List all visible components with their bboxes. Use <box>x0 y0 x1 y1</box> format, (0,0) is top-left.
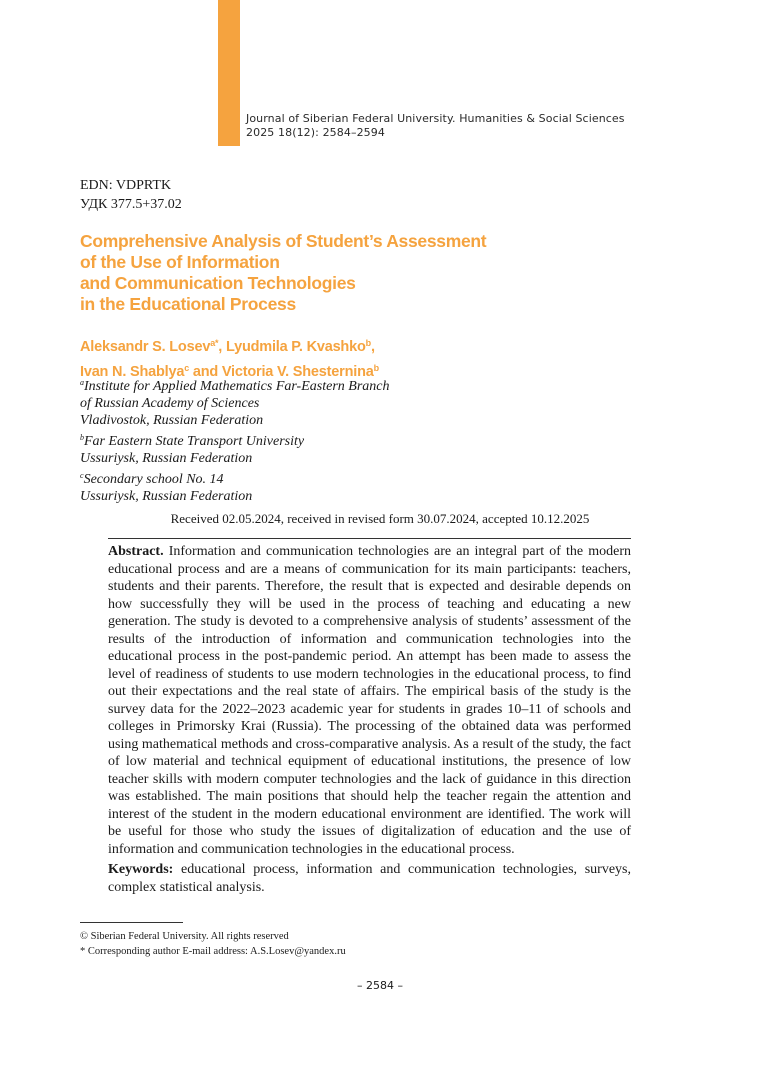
affiliation-text: Secondary school No. 14 <box>83 472 224 487</box>
title-line: and Communication Technologies <box>80 273 356 293</box>
page-number: – 2584 – <box>357 979 403 992</box>
affiliation-line <box>80 412 389 429</box>
affiliations <box>80 374 389 505</box>
identifiers <box>80 176 182 214</box>
affiliation-text: Far Eastern State Transport University <box>84 434 305 449</box>
journal-name: Journal of Siberian Federal University. Humanities & Social Sciences <box>246 112 625 125</box>
author-affil-marker: b <box>365 338 371 348</box>
affil-marker: a <box>80 378 84 387</box>
title-line: Comprehensive Analysis of Student’s Assessment <box>80 231 487 251</box>
title-line: of the Use of Information <box>80 252 280 272</box>
author-name: Victoria V. Shesternina <box>221 364 374 380</box>
article-title <box>80 231 600 315</box>
received-dates: Received 02.05.2024, received in revised form 30.07.2024, accepted 10.12.2025 <box>170 511 590 526</box>
journal-header <box>246 112 625 140</box>
footnotes <box>80 929 346 959</box>
edn-code: EDN: VDPRTK <box>80 178 172 193</box>
affiliation-text: Ussuriysk, Russian Federation <box>80 489 253 504</box>
keywords-text: educational process, information and communication technologies, surveys, complex statistical analysis. <box>108 862 631 895</box>
affiliation-line <box>80 395 389 412</box>
journal-issue: 2025 18(12): 2584–2594 <box>246 126 385 139</box>
affil-marker: b <box>80 433 84 442</box>
footnote-divider <box>80 922 183 923</box>
author-separator: , <box>218 339 226 355</box>
author-affil-marker: a* <box>210 338 219 348</box>
divider <box>108 538 631 539</box>
udk-code: УДК 377.5+37.02 <box>80 197 182 212</box>
affiliation-text: of Russian Academy of Sciences <box>80 396 260 411</box>
copyright-note: © Siberian Federal University. All rights reserved <box>80 931 289 942</box>
abstract <box>108 543 631 858</box>
affiliation-line <box>80 450 389 467</box>
author-separator: and <box>189 364 222 380</box>
author-affil-marker: c <box>184 363 189 373</box>
corresponding-author-note: * Corresponding author E-mail address: A.S.Losev@yandex.ru <box>80 946 346 957</box>
affil-marker: c <box>80 471 84 480</box>
affiliation-text: Institute for Applied Mathematics Far-Eastern Branch <box>84 379 390 394</box>
author-name: Ivan N. Shablya <box>80 364 185 380</box>
accent-bar <box>218 0 240 146</box>
affiliation-line <box>80 488 389 505</box>
author-separator: , <box>370 339 375 355</box>
author-affil-marker: b <box>373 363 379 373</box>
affiliation-line <box>80 374 389 395</box>
author-name: Aleksandr S. Losev <box>80 339 211 355</box>
affiliation-line <box>80 429 389 450</box>
affiliation-text: Vladivostok, Russian Federation <box>80 413 264 428</box>
affiliation-text: Ussuriysk, Russian Federation <box>80 451 253 466</box>
affiliation-line <box>80 467 389 488</box>
keywords-label: Keywords: <box>108 862 174 877</box>
abstract-text: Information and communication technologies are an integral part of the modern educational process and are a means of communication for its main participants: teachers, students and their parents. Therefore, the result that is expected and desirable depends on how successfully they will be used in the process of teaching and educating a new generation. The study is devoted to a comprehensive analysis of students’ assessment of the results of the introduction of information and communication technologies into the educational process in the post-pandemic period. An attempt has been made to assess the level of readiness of students to use modern technologies in the educational process, to find out their expectations and the real state of affairs. The empirical basis of the study is the survey data for the 2022–2023 academic year for students in grades 10–11 of schools and colleges in Primorsky Krai (Russia). The processing of the obtained data was performed using mathematical methods and cross-comparative analysis. As a result of the study, the fact of low material and technical equipment of educational institutions, the presence of low teacher skills with modern computer technologies and the lack of guidance in this direction was established. The main positions that should help the teacher regain the attention and interest of the student in the modern educational environment are identified. The work will be useful for those who study the issues of digitalization of education and the use of information and communication technologies in the educational process. <box>108 544 631 857</box>
author-name: Lyudmila P. Kvashko <box>225 339 366 355</box>
title-line: in the Educational Process <box>80 294 296 314</box>
keywords <box>108 861 631 896</box>
abstract-label: Abstract. <box>108 544 164 559</box>
